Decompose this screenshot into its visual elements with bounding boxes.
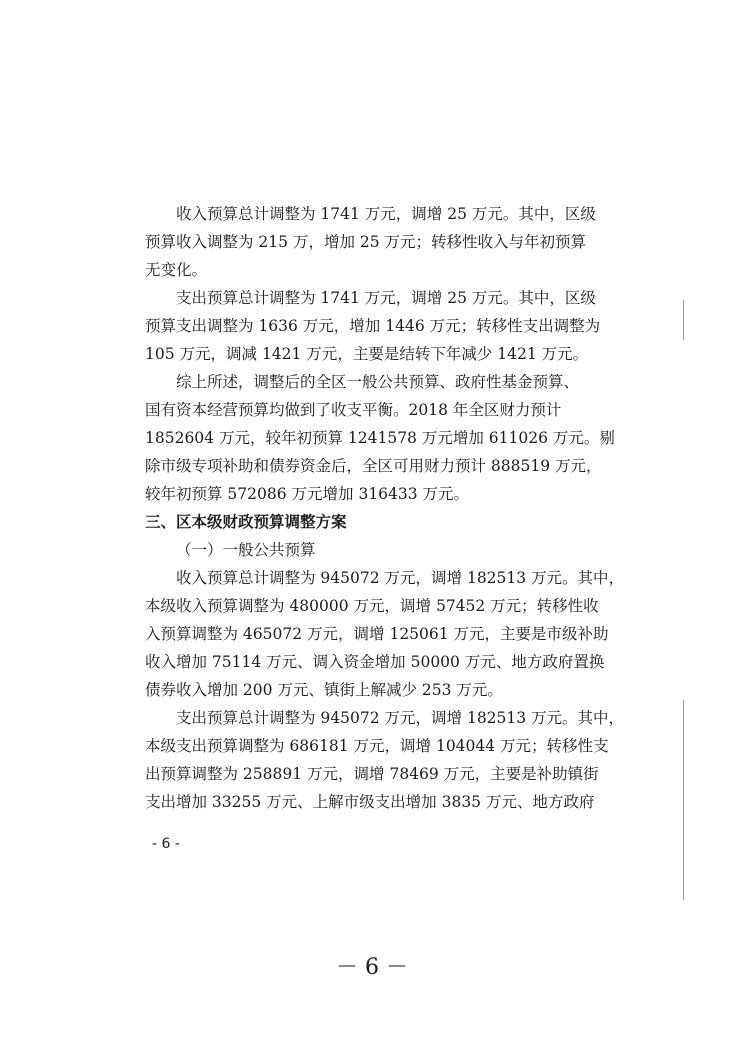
page-number-footer: － 6 － [336,955,408,980]
text-line: 综上所述，调整后的全区一般公共预算、政府性基金预算、 [176,373,580,391]
text-line: 支出预算总计调整为 1741 万元，调增 25 万元。其中，区级 [176,289,596,307]
section-heading: 三、区本级财政预算调整方案 [145,513,347,531]
text-line: 本级收入预算调整为 480000 万元，调增 57452 万元；转移性收 [145,597,599,615]
text-line: 本级支出预算调整为 686181 万元，调增 104044 万元；转移性支 [145,737,609,755]
text-line: 预算收入调整为 215 万，增加 25 万元；转移性收入与年初预算 [145,233,587,251]
text-line: 出预算调整为 258891 万元，调增 78469 万元，主要是补助镇街 [145,765,599,783]
text-line: 支出预算总计调整为 945072 万元，调增 182513 万元。其中， [176,709,625,727]
text-line: 无变化。 [145,261,208,279]
text-line: 债券收入增加 200 万元、镇街上解减少 253 万元。 [145,681,503,699]
text-line: 收入预算总计调整为 1741 万元，调增 25 万元。其中，区级 [176,205,596,223]
text-line: 预算支出调整为 1636 万元，增加 1446 万元；转移性支出调整为 [145,317,601,335]
text-line: 除市级专项补助和债券资金后，全区可用财力预计 888519 万元， [145,457,602,475]
text-line: 收入预算总计调整为 945072 万元，调增 182513 万元。其中， [176,569,625,587]
paragraph-revenue-district [145,200,596,284]
text-line: 1852604 万元，较年初预算 1241578 万元增加 611026 万元。剔 [145,429,615,447]
text-line: 支出增加 33255 万元、上解市级支出增加 3835 万元、地方政府 [145,793,595,811]
text-line: 较年初预算 572086 万元增加 316433 万元。 [145,485,470,503]
text-line: 入预算调整为 465072 万元，调增 125061 万元，主要是市级补助 [145,625,609,643]
subsection-heading: （一）一般公共预算 [176,541,316,559]
scan-edge-mark [683,300,684,340]
paragraph-revenue-municipal [145,564,625,704]
scan-edge-mark [683,700,684,900]
text-line: 收入增加 75114 万元、调入资金增加 50000 万元、地方政府置换 [145,653,605,671]
text-line: 105 万元，调减 1421 万元，主要是结转下年减少 1421 万元。 [145,345,589,363]
text-line: 国有资本经营预算均做到了收支平衡。2018 年全区财力预计 [145,401,562,419]
paragraph-summary [145,368,615,508]
paragraph-expenditure-district [145,284,601,368]
paragraph-expenditure-municipal [145,704,625,816]
page-number-inner: - 6 - [152,836,180,852]
